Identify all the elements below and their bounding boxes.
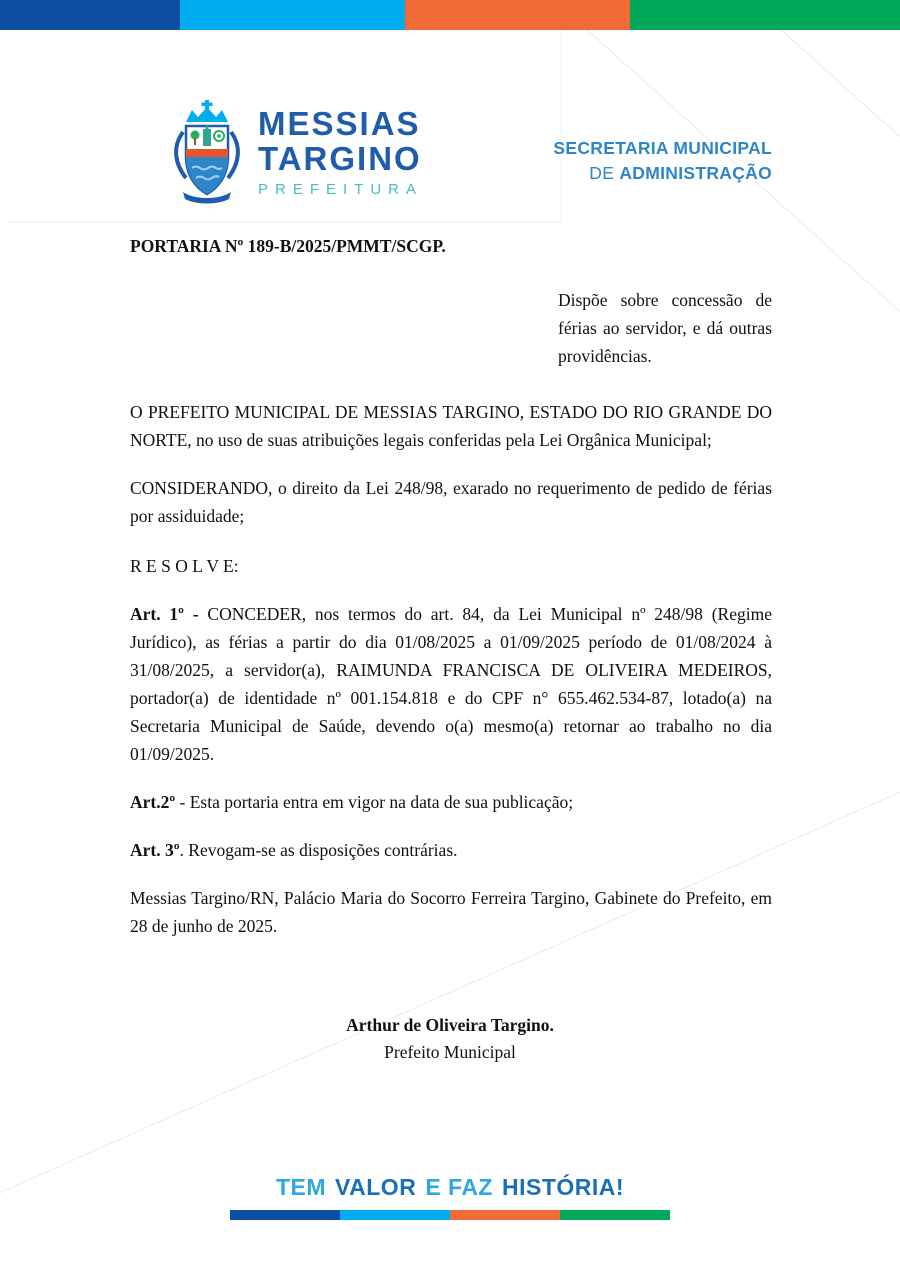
paragraph-considerando: CONSIDERANDO, o direito da Lei 248/98, exarado no requerimento de pedido de férias por assiduidade;: [130, 478, 772, 526]
signature-block: [0, 1012, 900, 1066]
top-color-bar: [0, 0, 900, 30]
bar-segment-green: [560, 1210, 670, 1220]
department-title: [553, 136, 772, 186]
prefeitura-logo: [170, 100, 423, 204]
department-line1: SECRETARIA MUNICIPAL: [553, 138, 772, 158]
art2-label: Art.2º: [130, 792, 176, 812]
department-line2: [553, 161, 772, 186]
paragraph-art3: [130, 836, 772, 864]
logo-line-targino: TARGINO: [258, 140, 422, 177]
footer-tagline: [0, 1174, 900, 1201]
tagline-word-tem: TEM: [275, 1174, 327, 1200]
summary-clause: Dispõe sobre concessão de férias ao servidor, e dá outras providências.: [558, 290, 772, 366]
department-de: DE: [589, 163, 620, 183]
paragraph-place-date: Messias Targino/RN, Palácio Maria do Socorro Ferreira Targino, Gabinete do Prefeito, em 28 de junho de 2025.: [130, 888, 772, 936]
paragraph-preamble: O PREFEITO MUNICIPAL DE MESSIAS TARGINO, ESTADO DO RIO GRANDE DO NORTE, no uso de suas atribuições legais conferidas pela Lei Orgânica Municipal;: [130, 402, 772, 450]
bar-segment-dark-blue: [230, 1210, 340, 1220]
logo-line-prefeitura: PREFEITURA: [258, 181, 424, 198]
bar-segment-dark-blue: [0, 0, 180, 30]
paragraph-art1: [130, 600, 772, 768]
portaria-title: PORTARIA Nº 189-B/2025/PMMT/SCGP.: [130, 236, 446, 256]
art3-label: Art. 3º: [130, 840, 180, 860]
art1-label: Art. 1º -: [130, 604, 208, 624]
paragraph-resolve: R E S O L V E:: [130, 556, 239, 576]
art2-text: - Esta portaria entra em vigor na data de sua publicação;: [175, 792, 574, 812]
bar-segment-cyan: [180, 0, 405, 30]
bar-segment-green: [630, 0, 900, 30]
footer-color-bar: [230, 1210, 670, 1220]
bar-segment-orange: [405, 0, 630, 30]
signature-role: Prefeito Municipal: [384, 1042, 516, 1062]
logo-line-messias: MESSIAS: [258, 105, 421, 142]
coat-of-arms-icon: [170, 100, 244, 204]
tagline-word-efaz: E FAZ: [425, 1174, 493, 1200]
paragraph-art2: [130, 788, 772, 816]
bar-segment-orange: [450, 1210, 560, 1220]
art1-text: CONCEDER, nos termos do art. 84, da Lei Municipal nº 248/98 (Regime Jurídico), as férias a partir do dia 01/08/2025 a 01/09/2025 período de 01/08/2024 à 31/08/2025, a servidor(a), RAIMUNDA FRANCISCA DE OLIVEIRA MEDEIROS, portador(a) de identidade nº 001.154.818 e do CPF n° 655.462.534-87, lotado(a) na Secretaria Municipal de Saúde, devendo o(a) mesmo(a) retornar ao trabalho no dia 01/09/2025.: [130, 604, 772, 764]
logo-wordmark: [258, 106, 423, 198]
bar-segment-cyan: [340, 1210, 450, 1220]
tagline-word-valor: VALOR: [335, 1174, 417, 1200]
document-body: [130, 232, 772, 940]
art3-text: . Revogam-se as disposições contrárias.: [179, 840, 458, 860]
signature-name: Arthur de Oliveira Targino.: [346, 1015, 554, 1035]
tagline-word-historia: HISTÓRIA!: [501, 1174, 625, 1200]
department-administracao: ADMINISTRAÇÃO: [619, 163, 772, 183]
